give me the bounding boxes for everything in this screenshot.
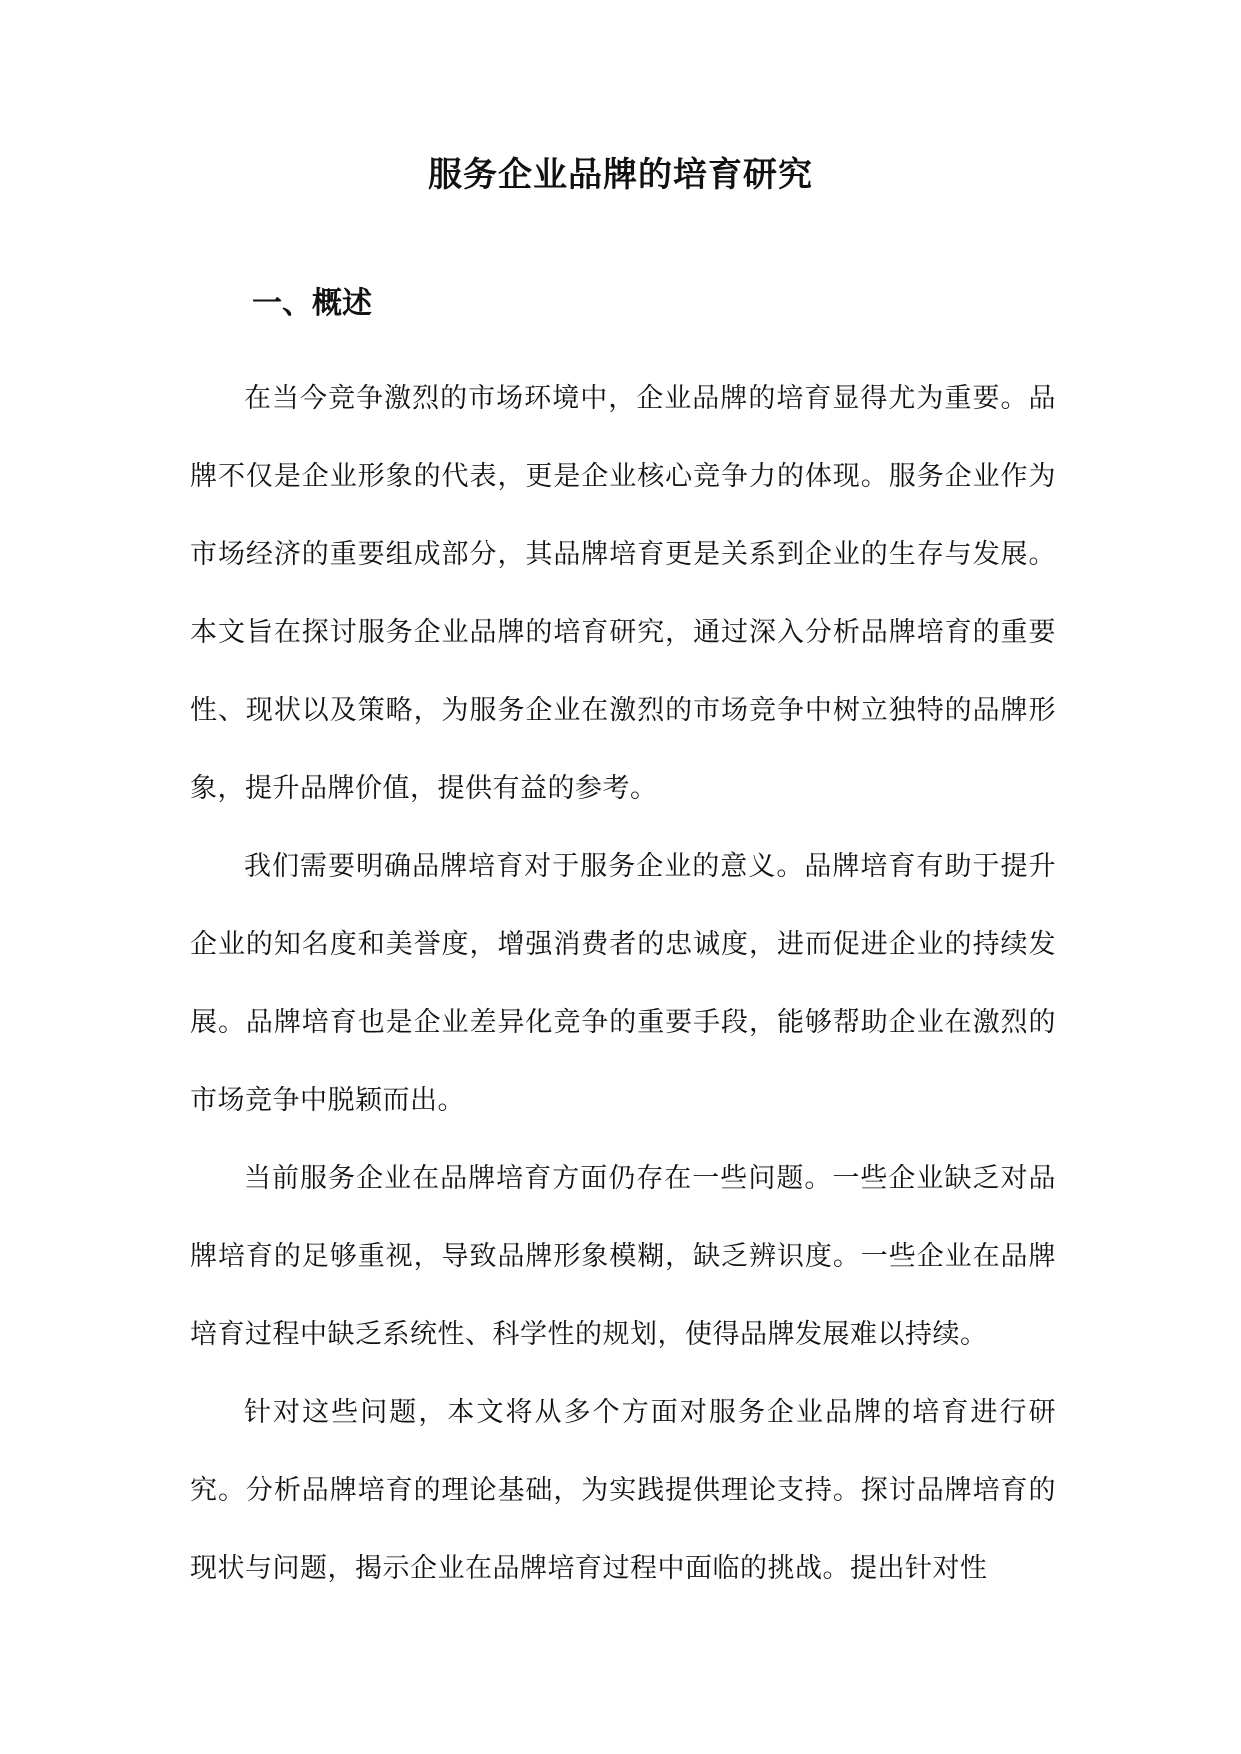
paragraph: 当前服务企业在品牌培育方面仍存在一些问题。一些企业缺乏对品牌培育的足够重视，导致品牌形象模糊，缺乏辨识度。一些企业在品牌培育过程中缺乏系统性、科学性的规划，使得品牌发展难以持续。 (190, 1163, 1056, 1350)
paragraph: 在当今竞争激烈的市场环境中，企业品牌的培育显得尤为重要。品牌不仅是企业形象的代表，更是企业核心竞争力的体现。服务企业作为市场经济的重要组成部分，其品牌培育更是关系到企业的生存与发展。本文旨在探讨服务企业品牌的培育研究，通过深入分析品牌培育的重要性、现状以及策略，为服务企业在激烈的市场竞争中树立独特的品牌形象，提升品牌价值，提供有益的参考。 (190, 383, 1056, 804)
section-heading: 一、概述 (252, 286, 372, 321)
document-title: 服务企业品牌的培育研究 (428, 155, 813, 195)
paragraph: 我们需要明确品牌培育对于服务企业的意义。品牌培育有助于提升企业的知名度和美誉度，增强消费者的忠诚度，进而促进企业的持续发展。品牌培育也是企业差异化竞争的重要手段，能够帮助企业在激烈的市场竞争中脱颖而出。 (190, 851, 1056, 1116)
document-body (190, 360, 1056, 1608)
paragraph: 针对这些问题，本文将从多个方面对服务企业品牌的培育进行研究。分析品牌培育的理论基础，为实践提供理论支持。探讨品牌培育的现状与问题，揭示企业在品牌培育过程中面临的挑战。提出针对性 (190, 1397, 1056, 1584)
